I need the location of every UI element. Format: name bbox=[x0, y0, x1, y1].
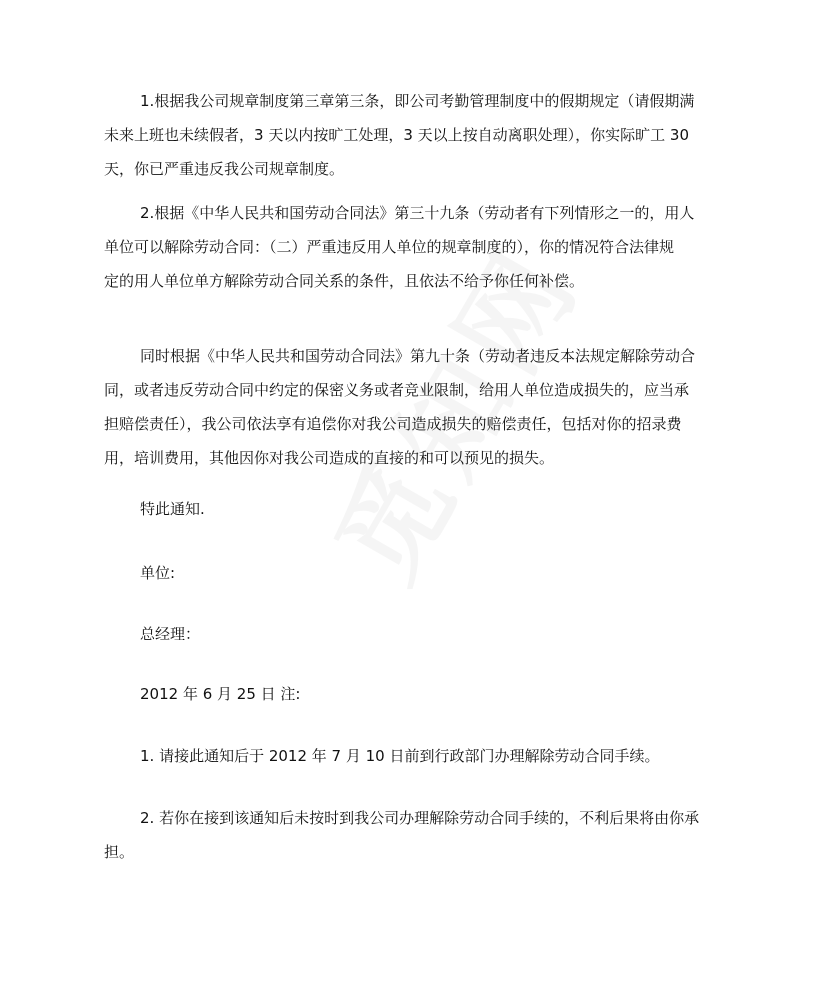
paragraph-1 bbox=[104, 84, 734, 186]
text-line: 天，你已严重违反我公司规章制度。 bbox=[104, 160, 345, 178]
text-line: 定的用人单位单方解除劳动合同关系的条件，且依法不给予你任何补偿。 bbox=[104, 272, 585, 290]
text-line: 未来上班也未续假者，3 天以内按旷工处理，3 天以上按自动离职处理），你实际旷工 30 bbox=[104, 126, 689, 144]
note-1 bbox=[104, 739, 734, 773]
text-line: 担赔偿责任），我公司依法享有追偿你对我公司造成损失的赔偿责任，包括对你的招录费 bbox=[104, 415, 682, 433]
unit-label bbox=[104, 556, 734, 590]
text-line: 用，培训费用，其他因你对我公司造成的直接的和可以预见的损失。 bbox=[104, 449, 555, 467]
text-line: 单位: bbox=[140, 564, 176, 582]
date-line bbox=[104, 677, 734, 711]
text-line: 总经理： bbox=[140, 625, 201, 643]
text-line: 单位可以解除劳动合同：（二）严重违反用人单位的规章制度的），你的情况符合法律规 bbox=[104, 238, 675, 256]
general-manager-label bbox=[104, 617, 734, 651]
text-line: 1.根据我公司规章制度第三章第三条，即公司考勤管理制度中的假期规定（请假期满 bbox=[140, 92, 695, 110]
text-line: 1. 请接此通知后于 2012 年 7 月 10 日前到行政部门办理解除劳动合同手续。 bbox=[140, 747, 660, 765]
text-line: 2012 年 6 月 25 日 注: bbox=[140, 685, 301, 703]
text-line: 同，或者违反劳动合同中约定的保密义务或者竞业限制，给用人单位造成损失的，应当承 bbox=[104, 381, 690, 399]
text-line: 2.根据《中华人民共和国劳动合同法》第三十九条（劳动者有下列情形之一的，用人 bbox=[140, 204, 695, 222]
notice-closing bbox=[104, 492, 734, 526]
text-line: 担。 bbox=[104, 843, 135, 861]
text-line: 特此通知. bbox=[140, 500, 205, 518]
paragraph-3 bbox=[104, 339, 734, 475]
text-line: 同时根据《中华人民共和国劳动合同法》第九十条（劳动者违反本法规定解除劳动合 bbox=[140, 347, 696, 365]
paragraph-2 bbox=[104, 196, 734, 298]
note-2 bbox=[104, 801, 734, 869]
text-line: 2. 若你在接到该通知后未按时到我公司办理解除劳动合同手续的，不利后果将由你承 bbox=[140, 809, 700, 827]
